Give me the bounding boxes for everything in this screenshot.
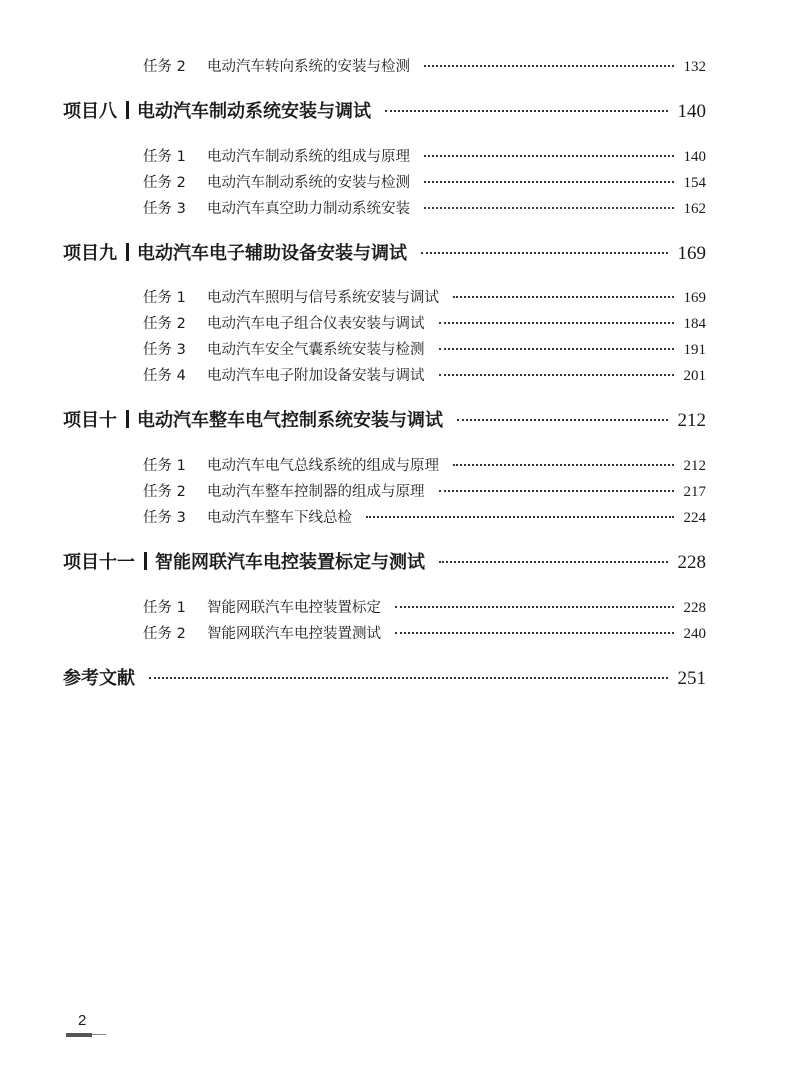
dot-leader [424, 207, 674, 209]
dot-leader [366, 516, 674, 518]
page-number: 132 [683, 59, 706, 75]
task-title: 电动汽车整车下线总检 [207, 510, 352, 526]
toc-task-entry[interactable] [143, 145, 706, 167]
dot-leader [439, 561, 668, 563]
project-separator [126, 243, 129, 261]
page-number: 217 [683, 484, 706, 500]
task-number: 任务 3 [143, 510, 186, 526]
task-title: 电动汽车照明与信号系统安装与调试 [207, 290, 439, 306]
dot-leader [439, 490, 674, 492]
dot-leader [453, 464, 674, 466]
page-number: 154 [683, 175, 706, 191]
toc-project-entry[interactable] [63, 239, 706, 267]
project-label: 项目十一 [63, 552, 135, 573]
project-label: 项目九 [63, 243, 117, 264]
page-number: 228 [677, 552, 706, 573]
page-footer [66, 1012, 106, 1042]
toc-task-entry[interactable] [143, 622, 706, 644]
project-label: 项目十 [63, 410, 117, 431]
page-number: 228 [683, 600, 706, 616]
task-title: 电动汽车安全气囊系统安装与检测 [207, 342, 425, 358]
toc-task-entry[interactable] [143, 286, 706, 308]
task-title: 电动汽车电气总线系统的组成与原理 [207, 458, 439, 474]
task-title: 智能网联汽车电控装置标定 [207, 600, 381, 616]
toc-task-entry[interactable] [143, 506, 706, 528]
project-title: 智能网联汽车电控装置标定与测试 [155, 552, 425, 573]
page-number: 224 [683, 510, 706, 526]
page-number: 212 [677, 410, 706, 431]
dot-leader [385, 110, 668, 112]
dot-leader [439, 374, 674, 376]
task-title: 电动汽车制动系统的组成与原理 [207, 149, 410, 165]
page-folio-number: 2 [78, 1012, 87, 1029]
dot-leader [395, 632, 674, 634]
toc-task-entry[interactable] [143, 364, 706, 386]
page-number: 201 [683, 368, 706, 384]
task-title: 电动汽车制动系统的安装与检测 [207, 175, 410, 191]
task-title: 电动汽车整车控制器的组成与原理 [207, 484, 425, 500]
toc-project-entry[interactable] [63, 97, 706, 125]
page-number: 184 [683, 316, 706, 332]
task-number: 任务 2 [143, 626, 186, 642]
toc-project-entry[interactable] [63, 406, 706, 434]
page-number: 140 [677, 101, 706, 122]
page-number: 212 [683, 458, 706, 474]
task-number: 任务 3 [143, 201, 186, 217]
dot-leader [395, 606, 674, 608]
toc-task-entry[interactable] [143, 454, 706, 476]
task-title: 电动汽车电子附加设备安装与调试 [207, 368, 425, 384]
folio-rule [92, 1034, 106, 1035]
page-number: 251 [677, 668, 706, 689]
dot-leader [453, 296, 674, 298]
task-number: 任务 4 [143, 368, 186, 384]
page-number: 169 [677, 243, 706, 264]
project-title: 电动汽车制动系统安装与调试 [137, 101, 371, 122]
page-number: 162 [683, 201, 706, 217]
toc-task-entry[interactable] [143, 596, 706, 618]
task-number: 任务 3 [143, 342, 186, 358]
toc-task-entry[interactable] [143, 338, 706, 360]
project-separator [144, 552, 147, 570]
toc-task-entry[interactable] [143, 197, 706, 219]
task-title: 智能网联汽车电控装置测试 [207, 626, 381, 642]
page-number: 140 [683, 149, 706, 165]
task-title: 电动汽车电子组合仪表安装与调试 [207, 316, 425, 332]
project-title: 电动汽车电子辅助设备安装与调试 [137, 243, 407, 264]
task-number: 任务 1 [143, 600, 186, 616]
page-number: 169 [683, 290, 706, 306]
project-title: 电动汽车整车电气控制系统安装与调试 [137, 410, 443, 431]
dot-leader [457, 419, 668, 421]
task-number: 任务 2 [143, 484, 186, 500]
dot-leader [424, 155, 674, 157]
toc-task-entry[interactable] [143, 171, 706, 193]
task-number: 任务 1 [143, 458, 186, 474]
toc-task-entry[interactable] [143, 312, 706, 334]
dot-leader [424, 181, 674, 183]
task-title: 电动汽车真空助力制动系统安装 [207, 201, 410, 217]
page-number: 191 [683, 342, 706, 358]
toc-references-entry[interactable] [63, 664, 706, 692]
references-label: 参考文献 [63, 668, 135, 689]
toc-task-entry[interactable] [143, 480, 706, 502]
task-number: 任务 2 [143, 59, 186, 75]
dot-leader [149, 677, 668, 679]
toc-task-entry[interactable] [143, 55, 706, 77]
task-number: 任务 1 [143, 149, 186, 165]
dot-leader [439, 348, 674, 350]
project-separator [126, 410, 129, 428]
task-number: 任务 1 [143, 290, 186, 306]
page-number: 240 [683, 626, 706, 642]
task-number: 任务 2 [143, 316, 186, 332]
task-title: 电动汽车转向系统的安装与检测 [207, 59, 410, 75]
project-label: 项目八 [63, 101, 117, 122]
project-separator [126, 101, 129, 119]
dot-leader [439, 322, 674, 324]
task-number: 任务 2 [143, 175, 186, 191]
dot-leader [424, 65, 674, 67]
dot-leader [421, 252, 668, 254]
toc-project-entry[interactable] [63, 548, 706, 576]
folio-bar [66, 1033, 92, 1037]
